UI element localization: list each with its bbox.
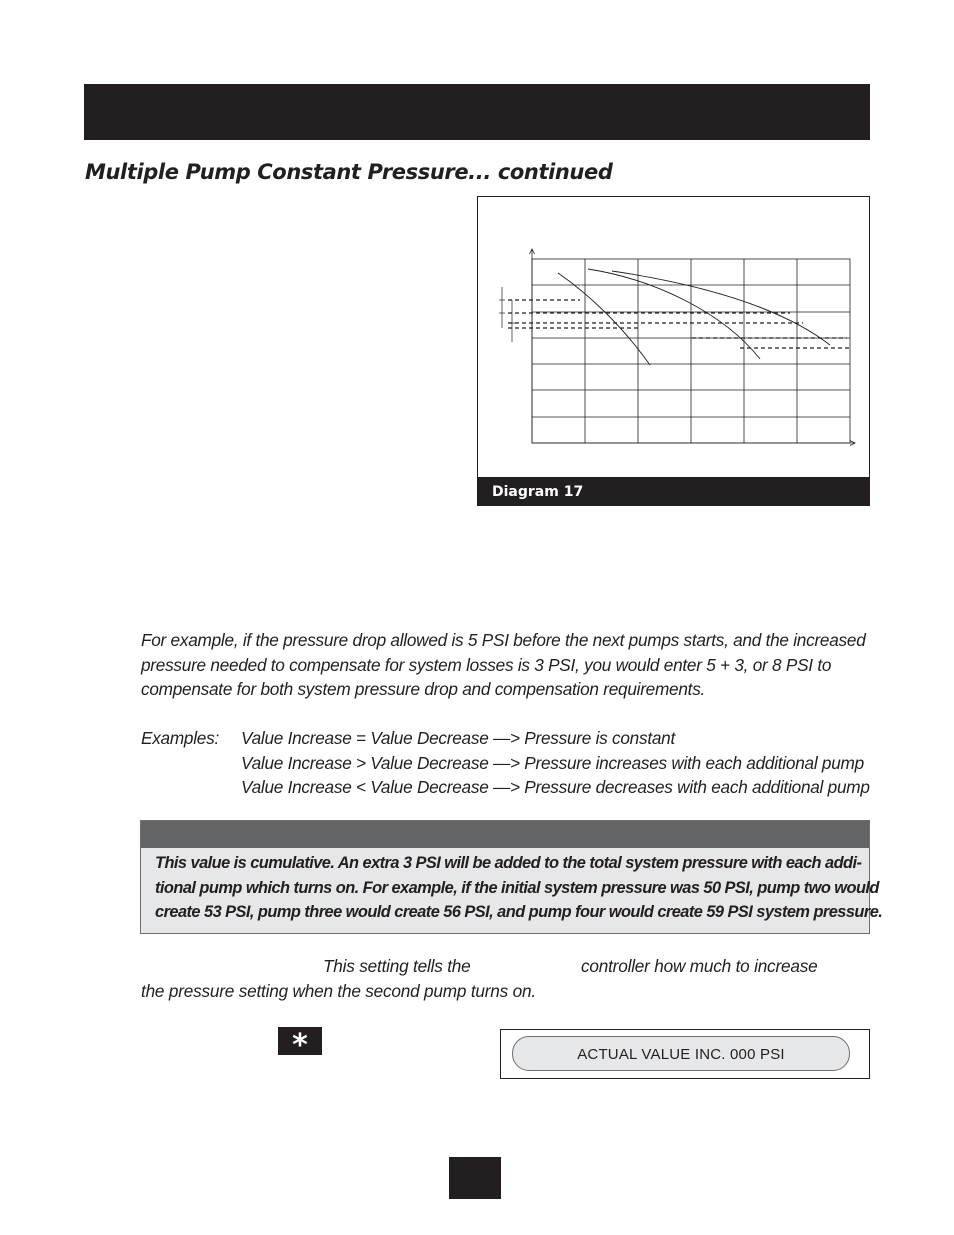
examples-label: Examples: <box>141 728 219 748</box>
paragraph-line: pressure needed to compensate for system losses is 3 PSI, you would enter 5 + 3, or 8 PSI to <box>141 654 832 675</box>
diagram-axes <box>530 249 856 446</box>
diagram-17 <box>477 196 870 506</box>
note-line: This value is cumulative. An extra 3 PSI will be added to the total system pressure with each addi- <box>155 854 862 872</box>
setting-text-line2: the pressure setting when the second pump turns on. <box>141 981 536 1001</box>
paragraph-line: compensate for both system pressure drop and compensation requirements. <box>141 679 706 699</box>
setting-text-part2: controller how much to increase <box>581 956 818 976</box>
note-line: tional pump which turns on. For example, if the initial system pressure was 50 PSI, pump two would <box>155 878 879 897</box>
offset-markers <box>499 287 515 342</box>
pump-curve-1 <box>558 273 650 365</box>
section-title: Multiple Pump Constant Pressure... continued <box>85 160 613 184</box>
pump-curves <box>558 269 830 365</box>
header-bar <box>84 84 870 140</box>
example-line: Value Increase > Value Decrease —> Pressure increases with each additional pump <box>241 752 864 773</box>
setting-text-part1: This setting tells the <box>323 956 471 976</box>
note-text <box>141 848 883 925</box>
diagram-grid <box>532 259 850 443</box>
diagram-caption: Diagram 17 <box>478 477 869 505</box>
example-line: Value Increase < Value Decrease —> Pressure decreases with each additional pump <box>241 777 870 797</box>
example-line: Value Increase = Value Decrease —> Pressure is constant <box>241 728 675 748</box>
note-header-bar <box>141 821 869 848</box>
lcd-display <box>500 1029 870 1079</box>
lcd-readout: ACTUAL VALUE INC. 000 PSI <box>512 1036 850 1071</box>
note-box <box>140 820 883 934</box>
star-key-icon: * <box>278 1027 322 1055</box>
note-line: create 53 PSI, pump three would create 56 PSI, and pump four would create 59 PSI system pressure. <box>155 903 883 921</box>
pressure-curve-diagram <box>478 197 869 505</box>
paragraph-line: For example, if the pressure drop allowed is 5 PSI before the next pumps starts, and the increased <box>141 630 866 650</box>
example-paragraph <box>141 628 871 702</box>
page-number-tab <box>449 1157 501 1199</box>
